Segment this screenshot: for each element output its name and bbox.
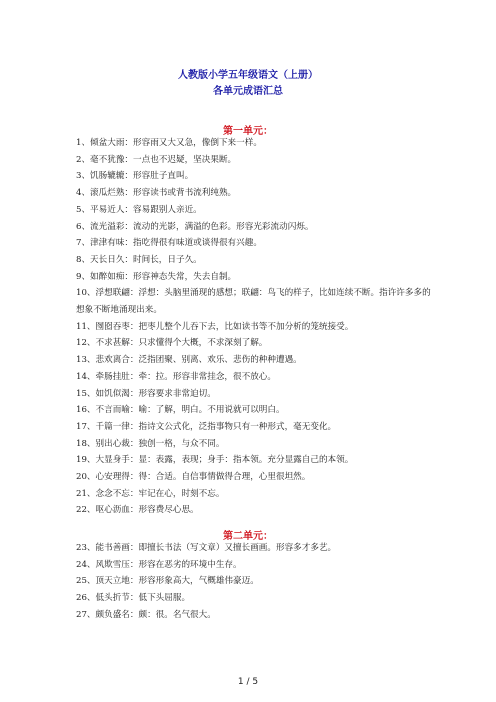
idiom-entry: 1、倾盆大雨：形容雨又大又急，像倒下来一样。: [76, 138, 262, 148]
idiom-entry: 6、流光溢彩：流动的光影，满溢的色彩。形容光彩流动闪烁。: [76, 221, 314, 232]
idiom-entry: 2、毫不犹豫：一点也不迟疑，坚决果断。: [76, 154, 237, 165]
idiom-entry: 26、低头折节：低下头屈服。: [76, 593, 191, 604]
idiom-entry: 14、牵肠挂肚：牵：拉。形容非常挂念，很不放心。: [76, 371, 276, 382]
idiom-entry: 8、天长日久：时间长，日子久。: [76, 254, 202, 265]
idiom-entry: 16、不言而喻：喻：了解，明白。不用说就可以明白。: [76, 405, 285, 416]
idiom-entry: 9、如醉如痴：形容神态失常，失去自制。: [76, 271, 237, 282]
idiom-entry: 21、念念不忘：牢记在心，时刻不忘。: [76, 488, 225, 499]
idiom-entry: 22、呕心沥血：形容费尽心思。: [76, 505, 199, 516]
idiom-entry: 25、顶天立地：形容形象高大，气概雄伟豪迈。: [76, 576, 259, 587]
idiom-entry: 10、浮想联翩：浮想：头脑里涌现的感想；联翩：鸟飞的样子，比如连续不断。指许许多多的想象不断地涌现出来。: [76, 288, 431, 316]
idiom-entry: 17、千篇一律：指诗文公式化，泛指事物只有一种形式，毫无变化。: [76, 421, 337, 432]
idiom-entry: 3、饥肠辘辘：形容肚子直叫。: [76, 171, 194, 182]
unit-1-list: [76, 135, 436, 519]
idiom-entry: 11、囫囵吞枣：把枣儿整个儿吞下去，比如读书等不加分析的笼统接受。: [76, 321, 354, 332]
unit-2-heading: 第二单元：: [223, 531, 273, 542]
idiom-entry: 24、风欺雪压：形容在恶劣的环境中生存。: [76, 559, 242, 570]
idiom-entry: 27、颇负盛名：颇：很。名气很大。: [76, 609, 216, 620]
unit-2-list: [76, 540, 436, 624]
idiom-entry: 18、别出心裁：独创一格，与众不同。: [76, 438, 225, 449]
page-number: 1 / 5: [237, 677, 259, 687]
idiom-entry: 15、如饥似渴：形容要求非常迫切。: [76, 388, 216, 399]
document-subtitle: 各单元成语汇总: [213, 86, 283, 97]
idiom-entry: 19、大显身手：显：表露，表现；身手：指本领。充分显露自己的本领。: [76, 455, 354, 466]
idiom-entry: 4、滚瓜烂熟：形容读书或背书流利纯熟。: [76, 188, 237, 199]
idiom-entry: 13、悲欢离合：泛指团聚、别离、欢乐、悲伤的种种遭遇。: [76, 355, 302, 366]
idiom-entry: 12、不求甚解：只求懂得个大概，不求深刻了解。: [76, 338, 268, 349]
idiom-entry: 5、平易近人：容易跟别人亲近。: [76, 204, 202, 215]
document-title: 人教版小学五年级语文（上册）: [178, 70, 318, 81]
unit-1-heading: 第一单元：: [223, 126, 273, 137]
idiom-entry: 7、津津有味：指吃得很有味道或谈得很有兴趣。: [76, 238, 262, 249]
idiom-entry: 23、能书善画：即擅长书法（写文章）又擅长画画。形容多才多艺。: [76, 543, 337, 553]
idiom-entry: 20、心安理得：得：合适。自信事情做得合理，心里很坦然。: [76, 472, 311, 483]
